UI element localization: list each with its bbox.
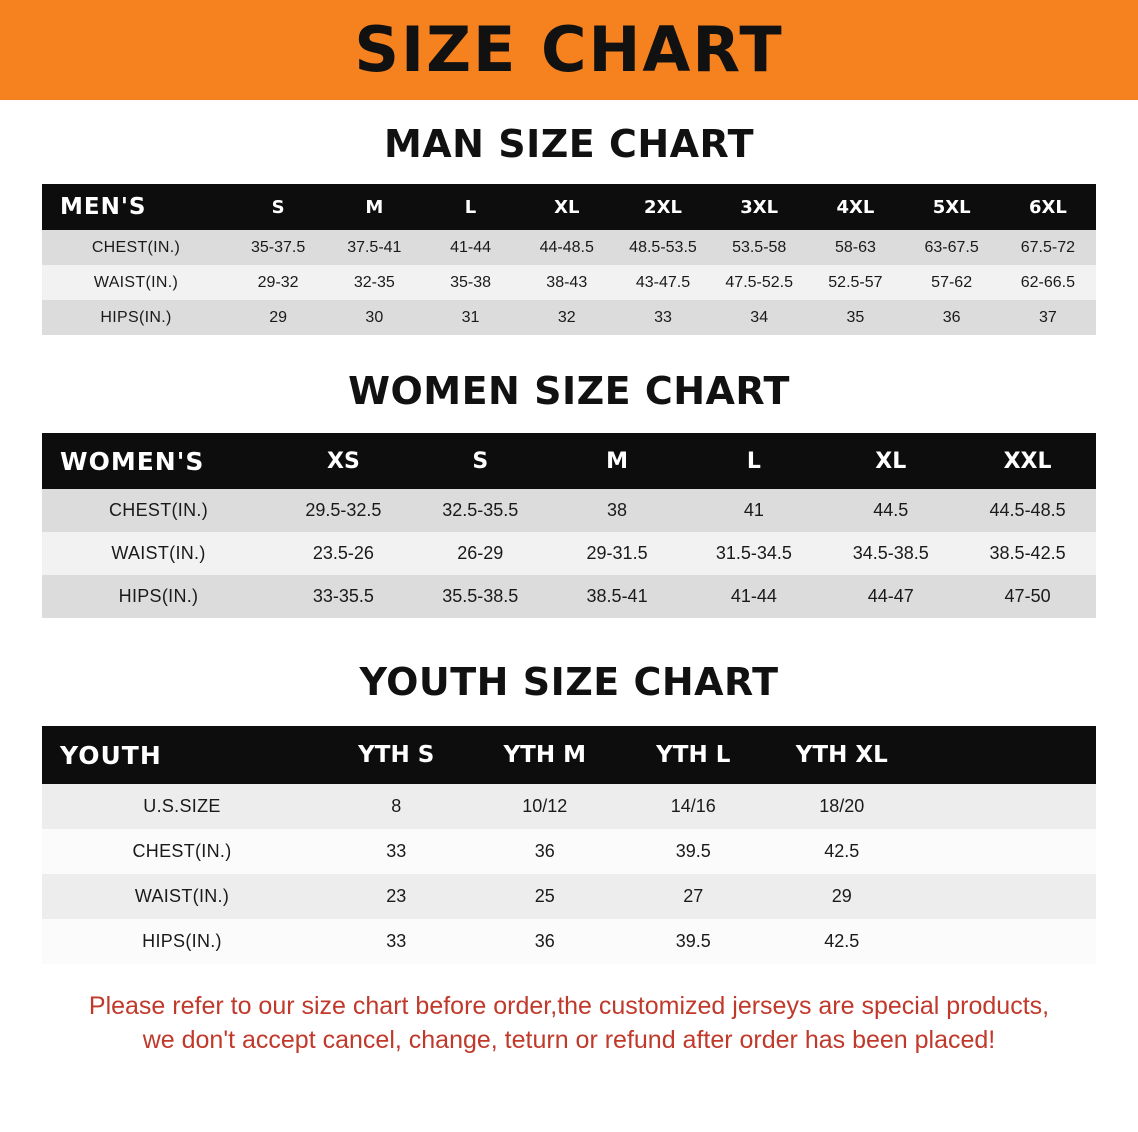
table-row bbox=[42, 265, 1096, 300]
youth-table-body bbox=[42, 784, 1096, 964]
men-row-2-cell-6: 35 bbox=[807, 300, 903, 335]
women-row-0-cell-0: 29.5-32.5 bbox=[275, 489, 412, 532]
youth-header-spacer bbox=[916, 726, 1096, 784]
women-section-title: WOMEN SIZE CHART bbox=[348, 369, 790, 413]
women-header-size-2: M bbox=[606, 448, 629, 474]
women-size-table bbox=[42, 433, 1096, 618]
men-row-2-cell-1: 30 bbox=[326, 300, 422, 335]
men-row-2-cell-4: 33 bbox=[615, 300, 711, 335]
women-row-1-cell-2: 29-31.5 bbox=[549, 532, 686, 575]
men-row-1-cell-8: 62-66.5 bbox=[1000, 265, 1096, 300]
men-row-0-cell-5: 53.5-58 bbox=[711, 230, 807, 265]
youth-section-title: YOUTH SIZE CHART bbox=[359, 660, 779, 704]
women-row-1-cell-1: 26-29 bbox=[412, 532, 549, 575]
women-row-2-cell-1: 35.5-38.5 bbox=[412, 575, 549, 618]
women-header-size-0: XS bbox=[327, 448, 360, 474]
women-row-0-cell-3: 41 bbox=[685, 489, 822, 532]
youth-header-size-3: YTH XL bbox=[795, 742, 888, 768]
men-header-size-7: 5XL bbox=[932, 196, 971, 218]
men-header-size-5: 3XL bbox=[740, 196, 779, 218]
men-header-size-4: 2XL bbox=[644, 196, 682, 218]
table-row bbox=[42, 300, 1096, 335]
youth-row-0-cell-0: 8 bbox=[322, 784, 471, 829]
youth-size-table bbox=[42, 726, 1096, 964]
men-row-2-cell-0: 29 bbox=[230, 300, 326, 335]
table-row bbox=[42, 230, 1096, 265]
men-row-0-cell-3: 44-48.5 bbox=[519, 230, 615, 265]
youth-row-3-cell-2: 39.5 bbox=[619, 919, 768, 964]
women-row-2-cell-4: 44-47 bbox=[822, 575, 959, 618]
women-table-body bbox=[42, 489, 1096, 618]
youth-table-header bbox=[42, 726, 1096, 784]
women-row-0-cell-5: 44.5-48.5 bbox=[959, 489, 1096, 532]
men-table-body bbox=[42, 230, 1096, 335]
women-row-0-cell-1: 32.5-35.5 bbox=[412, 489, 549, 532]
women-row-2-label: HIPS(IN.) bbox=[42, 575, 275, 618]
women-row-1-label: WAIST(IN.) bbox=[42, 532, 275, 575]
men-table-wrap bbox=[42, 184, 1096, 335]
men-row-1-cell-7: 57-62 bbox=[904, 265, 1000, 300]
men-row-0-cell-6: 58-63 bbox=[807, 230, 903, 265]
youth-row-1-spacer bbox=[916, 829, 1096, 874]
banner bbox=[0, 0, 1138, 100]
men-header-size-2: L bbox=[464, 196, 477, 218]
women-header-size-3: L bbox=[746, 448, 761, 474]
youth-row-2-label: WAIST(IN.) bbox=[42, 874, 322, 919]
youth-header-size-2: YTH L bbox=[656, 742, 731, 768]
youth-row-2-cell-0: 23 bbox=[322, 874, 471, 919]
youth-row-0-cell-3: 18/20 bbox=[768, 784, 917, 829]
men-header-size-3: XL bbox=[554, 196, 580, 218]
men-row-1-cell-1: 32-35 bbox=[326, 265, 422, 300]
men-row-1-cell-4: 43-47.5 bbox=[615, 265, 711, 300]
men-row-0-cell-8: 67.5-72 bbox=[1000, 230, 1096, 265]
youth-row-3-cell-0: 33 bbox=[322, 919, 471, 964]
women-row-0-label: CHEST(IN.) bbox=[42, 489, 275, 532]
men-row-0-cell-1: 37.5-41 bbox=[326, 230, 422, 265]
disclaimer-line-1: Please refer to our size chart before order,the customized jerseys are special products, bbox=[88, 992, 1050, 1020]
men-table-header bbox=[42, 184, 1096, 230]
disclaimer-note bbox=[40, 990, 1098, 1058]
disclaimer-line-2: we don't accept cancel, change, teturn or refund after order has been placed! bbox=[142, 1025, 996, 1054]
men-row-1-cell-6: 52.5-57 bbox=[807, 265, 903, 300]
women-row-2-cell-2: 38.5-41 bbox=[549, 575, 686, 618]
men-size-table bbox=[42, 184, 1096, 335]
youth-header-size-0: YTH S bbox=[358, 742, 435, 768]
men-section-title: MAN SIZE CHART bbox=[383, 122, 755, 166]
men-header-size-6: 4XL bbox=[836, 196, 875, 218]
youth-row-0-cell-2: 14/16 bbox=[619, 784, 768, 829]
page-title: SIZE CHART bbox=[354, 13, 784, 86]
men-row-2-cell-2: 31 bbox=[422, 300, 518, 335]
women-row-1-cell-4: 34.5-38.5 bbox=[822, 532, 959, 575]
table-row bbox=[42, 784, 1096, 829]
youth-row-3-cell-3: 42.5 bbox=[768, 919, 917, 964]
table-header-row bbox=[42, 726, 1096, 784]
youth-row-3-cell-1: 36 bbox=[471, 919, 620, 964]
women-row-1-cell-5: 38.5-42.5 bbox=[959, 532, 1096, 575]
women-row-0-cell-4: 44.5 bbox=[822, 489, 959, 532]
men-row-2-cell-8: 37 bbox=[1000, 300, 1096, 335]
youth-header-size-1: YTH M bbox=[503, 742, 586, 768]
table-row bbox=[42, 874, 1096, 919]
women-table-header bbox=[42, 433, 1096, 489]
youth-row-1-cell-1: 36 bbox=[471, 829, 620, 874]
table-row bbox=[42, 532, 1096, 575]
men-row-1-cell-0: 29-32 bbox=[230, 265, 326, 300]
men-row-2-label: HIPS(IN.) bbox=[42, 300, 230, 335]
men-row-1-cell-2: 35-38 bbox=[422, 265, 518, 300]
men-row-0-cell-0: 35-37.5 bbox=[230, 230, 326, 265]
women-header-size-1: S bbox=[472, 448, 489, 474]
men-row-2-cell-5: 34 bbox=[711, 300, 807, 335]
men-row-2-cell-3: 32 bbox=[519, 300, 615, 335]
women-row-1-cell-0: 23.5-26 bbox=[275, 532, 412, 575]
table-header-row bbox=[42, 184, 1096, 230]
youth-row-1-cell-2: 39.5 bbox=[619, 829, 768, 874]
youth-row-0-label: U.S.SIZE bbox=[42, 784, 322, 829]
women-row-2-cell-0: 33-35.5 bbox=[275, 575, 412, 618]
men-header-size-1: M bbox=[365, 196, 384, 218]
youth-row-1-cell-3: 42.5 bbox=[768, 829, 917, 874]
women-row-2-cell-3: 41-44 bbox=[685, 575, 822, 618]
youth-table-wrap bbox=[42, 726, 1096, 964]
men-row-0-cell-2: 41-44 bbox=[422, 230, 518, 265]
men-row-1-cell-5: 47.5-52.5 bbox=[711, 265, 807, 300]
men-row-0-cell-7: 63-67.5 bbox=[904, 230, 1000, 265]
table-row bbox=[42, 919, 1096, 964]
women-row-1-cell-3: 31.5-34.5 bbox=[685, 532, 822, 575]
youth-row-2-cell-3: 29 bbox=[768, 874, 917, 919]
table-row bbox=[42, 489, 1096, 532]
men-row-2-cell-7: 36 bbox=[904, 300, 1000, 335]
men-header-size-0: S bbox=[271, 196, 285, 218]
youth-row-1-cell-0: 33 bbox=[322, 829, 471, 874]
youth-row-0-cell-1: 10/12 bbox=[471, 784, 620, 829]
women-header-size-5: XXL bbox=[1003, 448, 1052, 474]
youth-row-3-spacer bbox=[916, 919, 1096, 964]
women-row-2-cell-5: 47-50 bbox=[959, 575, 1096, 618]
women-row-0-cell-2: 38 bbox=[549, 489, 686, 532]
youth-header-label: YOUTH bbox=[60, 740, 162, 770]
men-row-0-label: CHEST(IN.) bbox=[42, 230, 230, 265]
table-row bbox=[42, 575, 1096, 618]
youth-row-1-label: CHEST(IN.) bbox=[42, 829, 322, 874]
youth-row-2-cell-1: 25 bbox=[471, 874, 620, 919]
men-row-0-cell-4: 48.5-53.5 bbox=[615, 230, 711, 265]
youth-row-2-spacer bbox=[916, 874, 1096, 919]
men-header-label: MEN'S bbox=[60, 194, 147, 220]
men-row-1-cell-3: 38-43 bbox=[519, 265, 615, 300]
youth-row-3-label: HIPS(IN.) bbox=[42, 919, 322, 964]
youth-row-2-cell-2: 27 bbox=[619, 874, 768, 919]
table-header-row bbox=[42, 433, 1096, 489]
men-header-size-8: 6XL bbox=[1028, 196, 1067, 218]
table-row bbox=[42, 829, 1096, 874]
men-row-1-label: WAIST(IN.) bbox=[42, 265, 230, 300]
youth-row-0-spacer bbox=[916, 784, 1096, 829]
women-header-label: WOMEN'S bbox=[60, 446, 205, 476]
women-header-size-4: XL bbox=[875, 448, 907, 474]
women-table-wrap bbox=[42, 433, 1096, 618]
